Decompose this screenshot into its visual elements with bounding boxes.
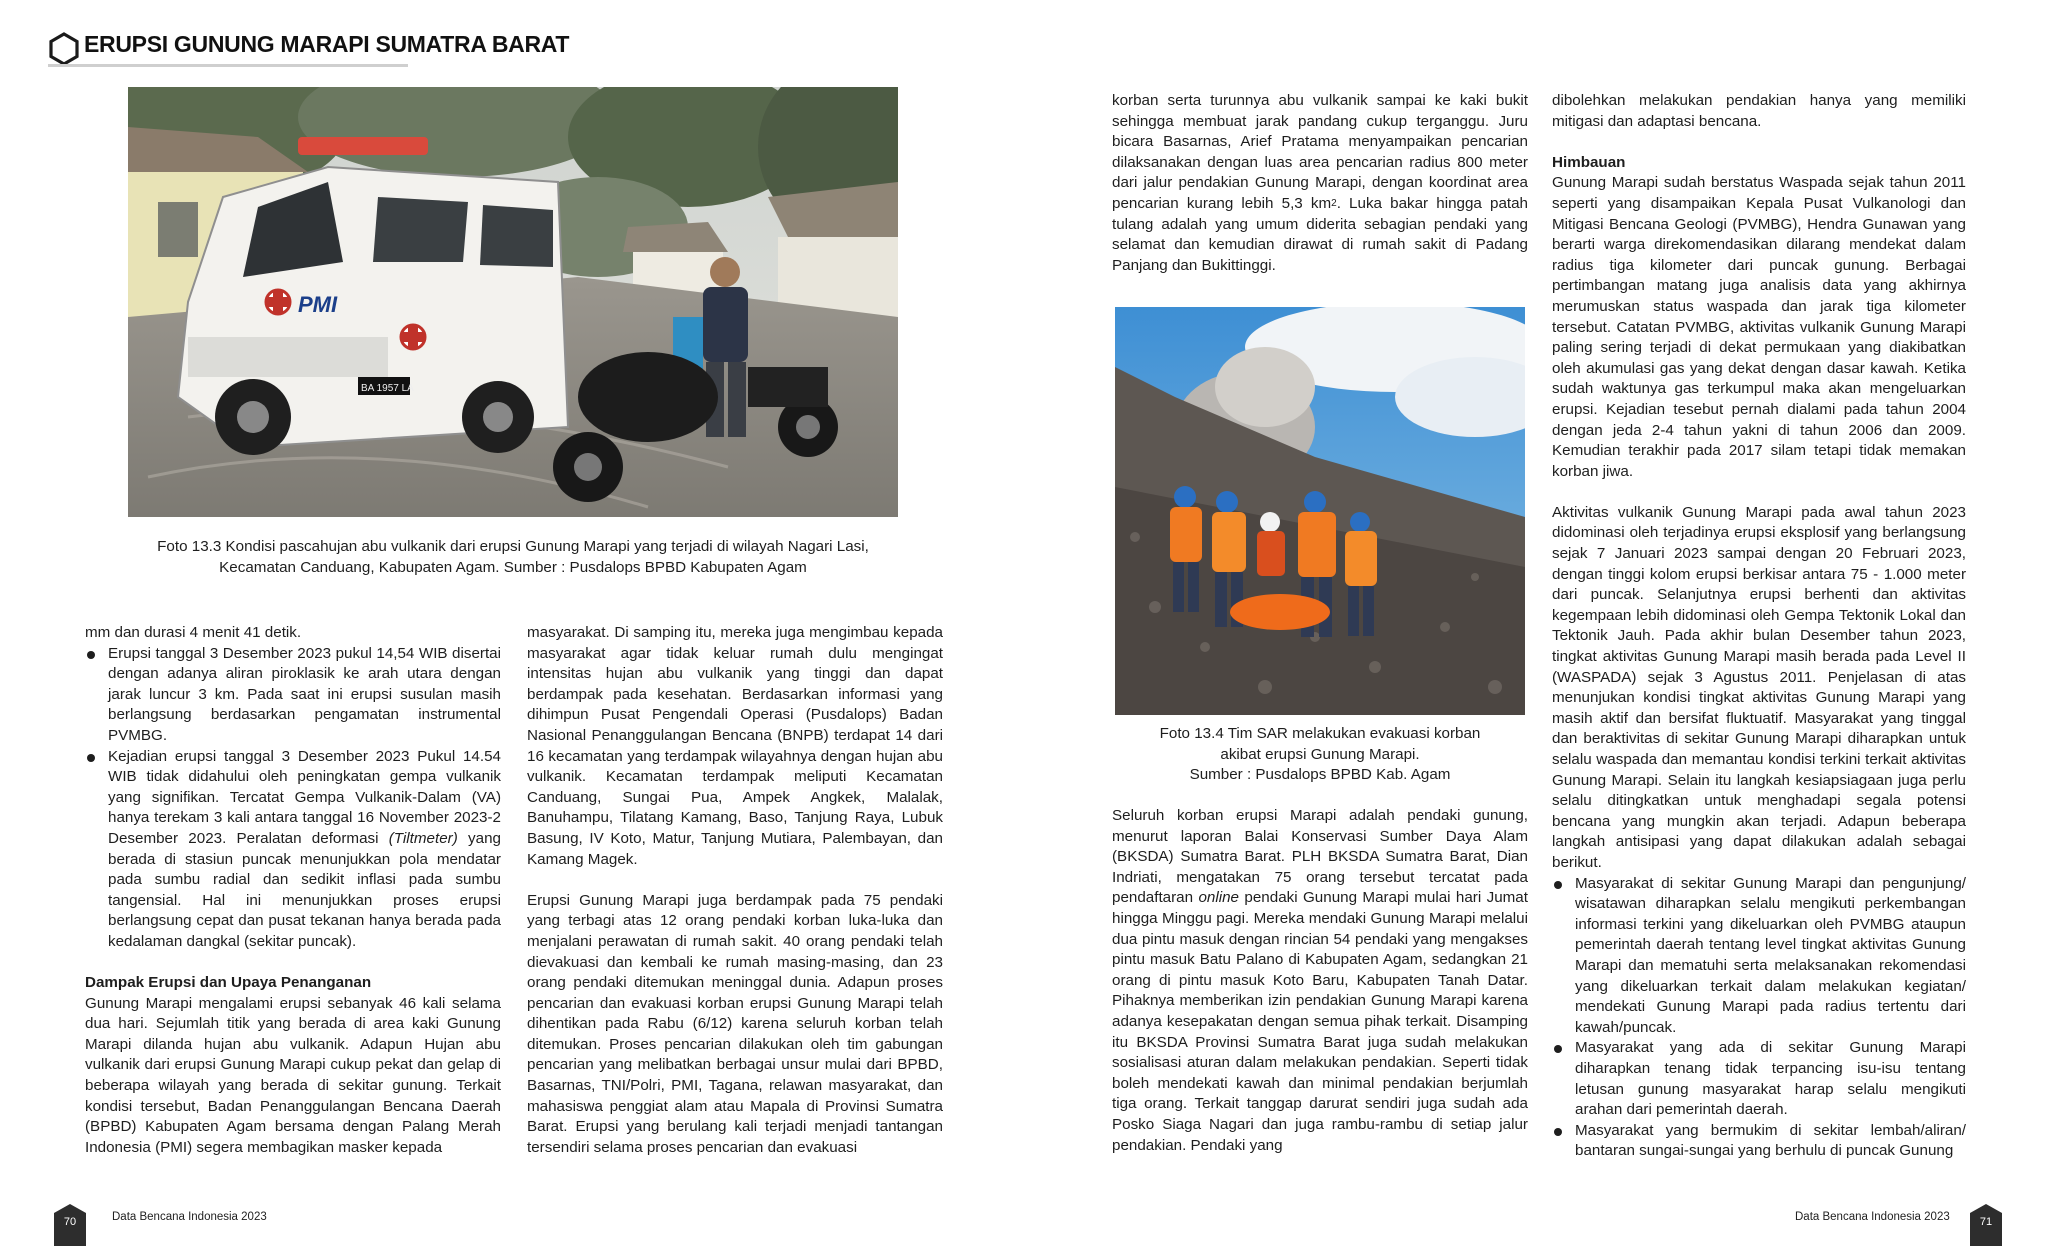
list-item-text: Kejadian erupsi tanggal 3 Desember 2023 Pukul 14.54 WIB tidak didahului oleh peningkatan gempa vulkanik yang signifikan. Tercatat Gempa Vulkanik-Dalam (VA) hanya terekam 3 kali antara tanggal 16 November 2023-2 Desember 2023. Peralatan deformasi	[108, 747, 501, 847]
paragraph-text: . Luka bakar hingga patah tulang adalah yang umum diderita sebagian pendaki yang selamat dan kemudian dirawat di rumah sakit di Padang Panjang dan Bukittinggi.	[1112, 194, 1529, 274]
paragraph-text: Seluruh korban erupsi Marapi adalah pendaki gunung, menurut laporan Balai Konservasi Sumber Daya Alam (BKSDA) Sumatra Barat. PLH BKSDA Sumatra Barat, Dian Indriati, mengatakan 75 orang tersebut tercatat pada pendaftaran	[1112, 807, 1528, 907]
paragraph	[1112, 806, 1528, 1156]
photo1-caption-line: Kecamatan Canduang, Kabupaten Agam. Sumber : Pusdalops BPBD Kabupaten Agam	[219, 558, 807, 576]
list-item: Masyarakat di sekitar Gunung Marapi dan pengunjung/ wisatawan diharapkan selalu mengikuti perkembangan informasi terkini yang dikeluarkan oleh PVMBG ataupun pemerintah daerah tentang level tingkat aktivitas Gunung Marapi dan mematuhi serta melaksanakan rekomendasi yang dikeluarkan terkait dalam melakukan kegiatan/ mendekati Gunung Marapi pada radius tertentu dari kawah/puncak.	[1552, 874, 1966, 1039]
footer-publication: Data Bencana Indonesia 2023	[112, 1211, 267, 1223]
title-underline	[48, 64, 408, 67]
photo2-caption-line: Sumber : Pusdalops BPBD Kab. Agam	[1189, 766, 1451, 784]
page-number: 71	[1979, 1216, 1993, 1228]
text-column-2	[527, 623, 943, 1158]
emphasis: online	[1198, 889, 1240, 907]
paragraph: Gunung Marapi mengalami erupsi sebanyak 46 kali selama dua hari. Sejumlah titik yang berada di area kaki Gunung Marapi dilanda hujan abu vulkanik. Adapun Hujan abu vulkanik dari erupsi Gunung Marapi cukup pekat dan gelap di beberapa wilayah yang berada di sekitar gunung. Terkait kondisi tersebut, Badan Penanggulangan Bencana Daerah (BPBD) Kabupaten Agam bersama dengan Palang Merah Indonesia (PMI) segera membagikan masker kepada	[85, 994, 501, 1156]
bullet-list	[1552, 874, 1966, 1162]
sar-scene	[1115, 307, 1525, 715]
photo-sar-evacuation	[1115, 307, 1525, 715]
bullet-list	[85, 644, 501, 953]
list-item: Masyarakat yang ada di sekitar Gunung Marapi diharapkan tenang tidak terpancing isu-isu tentang letusan gunung masyarakat harap selalu mengikuti arahan dari pemerintah daerah.	[1552, 1038, 1966, 1120]
text-column-4	[1552, 91, 1966, 1162]
photo2-caption-line: Foto 13.4 Tim SAR melakukan evakuasi korban	[1159, 725, 1481, 742]
photo1-caption-line: Foto 13.3 Kondisi pascahujan abu vulkanik dari erupsi Gunung Marapi yang terjadi di wilayah Nagari Lasi,	[157, 538, 869, 555]
hexagon-icon	[48, 32, 80, 66]
paragraph-text: pendaki Gunung Marapi mulai hari Jumat hingga Minggu pagi. Mereka mendaki Gunung Marapi melalui dua pintu masuk dengan rincian 54 pendaki yang mengakses pintu masuk Batu Palano di Kabupaten Agam, sedangkan 21 orang di pintu masuk Koto Baru, Kabupaten Tanah Datar. Pihaknya memberikan izin pendakian Gunung Marapi karena adanya kesepakatan dengan semua pihak terkait. Disamping itu BKSDA Provinsi Sumatra Barat juga sudah melakukan sosialisasi aturan dalam melakukan pendakian. Seperti tidak boleh mendekati kawah dan minimal pendakian berjumlah tiga orang. Terkait tanggap darurat sendiri juga sudah ada Posko Siaga Nagari dan juga rambu-rambu di setiap jalur pendakian. Pendaki yang	[1112, 889, 1528, 1154]
paragraph: masyarakat. Di samping itu, mereka juga mengimbau kepada masyarakat agar tidak keluar rumah dulu mengingat intensitas hujan abu vulkanik yang tinggi dan dapat berdampak pada kesehatan. Berdasarkan informasi yang dihimpun Pusat Pengendali Operasi (Pusdalops) Badan Nasional Penanggulangan Bencana (BNPB) terdapat 14 dari 16 kecamatan yang terdampak wilayahnya dengan hujan abu vulkanik. Kecamatan terdampak meliputi Kecamatan Canduang, Sungai Pua, Ampek Angkek, Malalak, Banuhampu, Tilatang Kamang, Baso, Tanjung Raya, Lubuk Basung, IV Koto, Matur, Tanjung Mutiara, Palembayan, dan Kamang Magek.	[527, 624, 943, 868]
section-heading: Dampak Erupsi dan Upaya Penanganan	[85, 974, 372, 992]
superscript: 2	[1331, 197, 1337, 209]
photo2-caption-line: akibat erupsi Gunung Marapi.	[1220, 745, 1420, 763]
paragraph: Gunung Marapi sudah berstatus Waspada sejak tahun 2011 seperti yang disampaikan Kepala Pusat Vulkanologi dan Mitigasi Bencana Geologi (PVMBG), Hendra Gunawan yang berarti warga direkomendasikan dilarang mendekat dalam radius tiga kilometer dari puncak gunung. Berbagai pertimbangan matang juga analisis data yang akhirnya merumuskan status waspada dan jarak tiga kilometer tersebut. Catatan PVMBG, aktivitas vulkanik Gunung Marapi paling sering terjadi di dekat permukaan yang diakibatkan oleh akumulasi gas yang dekat dengan dasar kawah. Ketika sudah waktunya gas terkumpul maka akan mengeluarkan erupsi. Kejadian tesebut pernah dialami pada tahun 2004 dengan jeda 2-4 tahun yakni di tahun 2006 dan 2009. Kemudian terakhir pada 2017 silam tetapi tidak memakan korban jiwa.	[1552, 174, 1966, 480]
photo1-caption	[128, 537, 898, 578]
paragraph	[1112, 91, 1528, 276]
ambulance-label: PMI	[298, 292, 338, 317]
paragraph-text: korban serta turunnya abu vulkanik sampai ke kaki bukit sehingga membuat jarak pandang cukup terganggu. Juru bicara Basarnas, Arief Pratama menyampaikan pencarian dilaksanakan dengan luas area pencarian radius 800 meter dari jalur pendakian Gunung Marapi, dengan koordinat area pencarian kurang lebih 5,3 km	[1112, 92, 1528, 212]
paragraph: Aktivitas vulkanik Gunung Marapi pada awal tahun 2023 didominasi oleh terjadinya erupsi eksplosif yang berlangsung sejak 7 Januari 2023 sampai dengan 20 Februari 2023, dengan tinggi kolom erupsi berkisar antara 75 - 1.000 meter dari puncak. Selanjutnya erupsi berhenti dan aktivitas kegempaan lebih didominasi oleh Gempa Tektonik Lokal dan Tektonik Jauh. Pada akhir bulan Desember tahun 2023, tingkat aktivitas Gunung Marapi masih berada pada Level II (WASPADA) sejak 3 Agustus 2011. Penjelasan di atas menunjukan kondisi tingkat aktivitas Gunung Marapi yang masih aktif dan bersifat fluktuatif. Masyarakat yang tinggal dan beraktivitas di sekitar Gunung Marapi diharapkan untuk selalu waspada dan memantau kondisi terkini terkait aktivitas Gunung Marapi. Selain itu langkah kesiapsiagaan juga perlu selalu ditingkatkan untuk menghadapi segala potensi bencana yang mungkin akan terjadi. Adapun beberapa langkah antisipasi yang dapat dilakukan adalah sebagai berikut.	[1552, 503, 1966, 871]
text-column-3-bottom	[1112, 806, 1528, 1156]
text-column-1	[85, 623, 501, 1158]
paragraph: mm dan durasi 4 menit 41 detik.	[85, 624, 302, 641]
page-number-badge-right	[1969, 1203, 2003, 1246]
license-plate: BA 1957 LA	[361, 383, 414, 394]
page-number-badge-left	[53, 1203, 87, 1246]
paragraph: dibolehkan melakukan pendakian hanya yang memiliki mitigasi dan adaptasi bencana.	[1552, 92, 1966, 130]
footer-publication: Data Bencana Indonesia 2023	[1795, 1211, 1950, 1223]
ambulance-scene	[128, 87, 898, 517]
list-item-text: yang berada di stasiun puncak menunjukkan pola mendatar pada sumbu radial dan sedikit inflasi pada sumbu tangensial. Hal ini menunjukkan proses erupsi berlangsung cepat dan pusat tekanan hanya berada pada kedalaman dangkal (sekitar puncak).	[108, 829, 501, 950]
photo2-caption	[1112, 724, 1528, 786]
text-column-3	[1112, 91, 1528, 276]
list-item	[85, 747, 501, 953]
list-item: Erupsi tanggal 3 Desember 2023 pukul 14,54 WIB disertai dengan adanya aliran piroklasik ke arah utara dengan jarak luncur 3 km. Pada saat ini erupsi susulan masih berlangsung berdasarkan pengamatan instrumental PVMBG.	[85, 644, 501, 747]
paragraph: Erupsi Gunung Marapi juga berdampak pada 75 pendaki yang terbagi atas 12 orang pendaki korban luka-luka dan menjalani perawatan di rumah sakit. 40 orang pendaki telah dievakuasi dan kembali ke rumah masing-masing, dan 23 orang pendaki ditemukan meninggal dunia. Adapun proses pencarian dan evakuasi korban erupsi Gunung Marapi telah dihentikan pada Rabu (6/12) karena seluruh korban telah ditemukan. Proses pencarian dilakukan oleh tim gabungan pencarian yang melibatkan berbagai unsur mulai dari BPBD, Basarnas, TNI/Polri, PMI, Tagana, relawan masyarakat, dan mahasiswa penggiat alam atau Mapala di Provinsi Sumatra Barat. Erupsi yang berulang kali terjadi menjadi tantangan tersendiri selama proses pencarian dan evakuasi	[527, 891, 943, 1156]
page-number: 70	[63, 1216, 77, 1228]
list-item: Masyarakat yang bermukim di sekitar lembah/aliran/ bantaran sungai-sungai yang berhulu di puncak Gunung	[1552, 1121, 1966, 1162]
page-title: ERUPSI GUNUNG MARAPI SUMATRA BARAT	[84, 31, 570, 57]
section-heading: Himbauan	[1552, 153, 1626, 171]
emphasis: (Tiltmeter)	[388, 829, 458, 847]
photo-ambulance	[128, 87, 898, 517]
